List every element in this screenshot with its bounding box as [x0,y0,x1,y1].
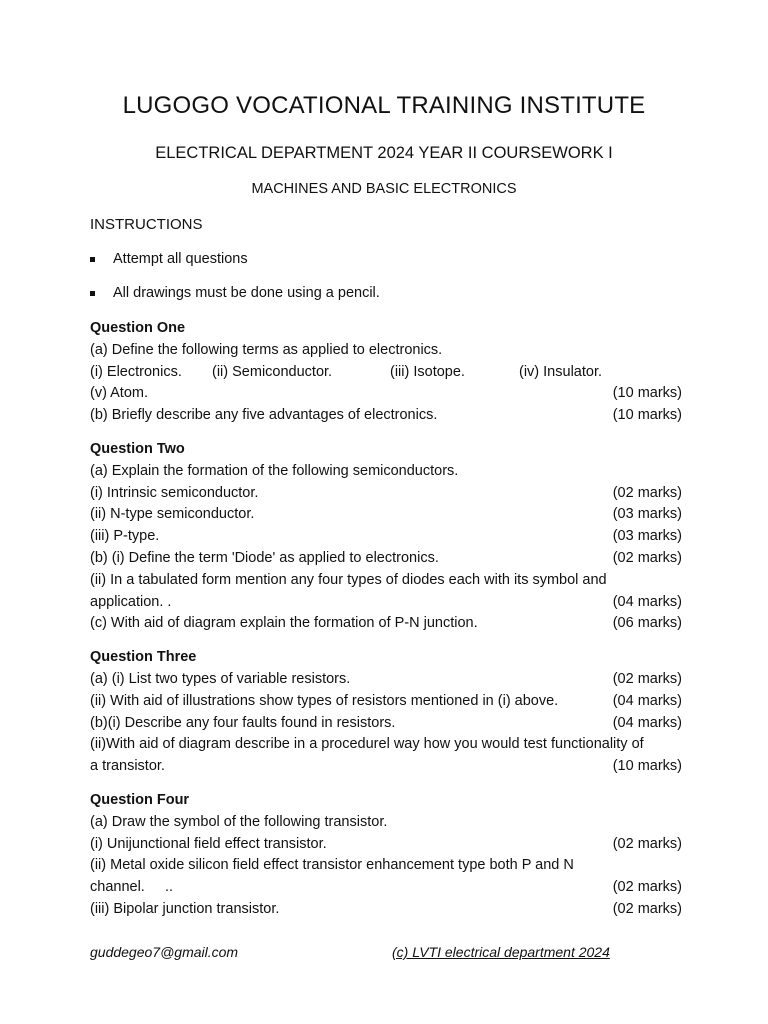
term-item: (ii) Semiconductor. [212,363,333,380]
question-line [90,669,682,691]
term-item: (iv) Insulator. [519,363,602,380]
question-text: (c) With aid of diagram explain the formation of P-N junction. [90,615,478,632]
marks-label: (10 marks) [612,758,682,775]
question-text: (ii) With aid of illustrations show types of resistors mentioned in (i) above. [90,692,559,709]
instruction-text: Attempt all questions [113,251,248,267]
marks-label: (06 marks) [612,615,682,632]
question-three [90,647,682,778]
marks-label: (02 marks) [612,835,682,852]
question-line: (ii)With aid of diagram describe in a procedurel way how you would test functionality of [90,736,644,753]
question-line: (ii) In a tabulated form mention any four types of diodes each with its symbol and [90,571,607,588]
question-text: a transistor. [90,758,165,775]
instruction-item [90,285,380,301]
marks-label: (02 marks) [612,670,682,687]
question-heading: Question Four [90,791,190,808]
terms-row [90,362,682,384]
question-text: (v) Atom. [90,385,149,402]
question-text: (b) (i) Define the term 'Diode' as applied to electronics. [90,549,439,566]
question-heading: Question Two [90,440,185,457]
question-line [90,756,682,778]
marks-label: (10 marks) [612,385,682,402]
question-line [90,899,682,921]
question-line: (a) Define the following terms as applied to electronics. [90,341,443,358]
question-two [90,439,682,635]
question-line: (a) Draw the symbol of the following transistor. [90,813,388,830]
question-text: (i) Intrinsic semiconductor. [90,484,259,501]
term-item: (i) Electronics. [90,363,182,380]
question-line [90,592,682,614]
question-text: (a) (i) List two types of variable resistors. [90,670,351,687]
question-text: (iii) P-type. [90,528,160,545]
marks-label: (04 marks) [612,593,682,610]
subject-heading: MACHINES AND BASIC ELECTRONICS [251,181,517,197]
question-text: channel. .. [90,879,174,896]
marks-label: (02 marks) [612,549,682,566]
question-four [90,790,682,921]
question-one [90,318,682,427]
term-item: (iii) Isotope. [390,363,465,380]
question-text: (b)(i) Describe any four faults found in resistors. [90,714,396,731]
question-text: (i) Unijunctional field effect transistor. [90,835,327,852]
question-line [90,691,682,713]
question-line [90,504,682,526]
question-line [90,405,682,427]
marks-label: (02 marks) [612,484,682,501]
instructions-heading: INSTRUCTIONS [90,216,203,233]
marks-label: (03 marks) [612,528,682,545]
question-line [90,613,682,635]
question-line: (a) Explain the formation of the following semiconductors. [90,462,459,479]
footer-email: guddegeo7@gmail.com [90,944,239,960]
question-text: application. . [90,593,172,610]
marks-label: (03 marks) [612,506,682,523]
bullet-square-icon [90,257,95,262]
footer-copyright: (c) LVTI electrical department 2024 [392,944,610,960]
institute-title: LUGOGO VOCATIONAL TRAINING INSTITUTE [122,92,646,119]
question-line [90,383,682,405]
question-line [90,526,682,548]
bullet-square-icon [90,291,95,296]
marks-label: (04 marks) [612,714,682,731]
question-heading: Question Three [90,649,197,666]
instruction-text: All drawings must be done using a pencil. [113,285,380,301]
question-line [90,834,682,856]
marks-label: (10 marks) [612,407,682,424]
question-line: (ii) Metal oxide silicon field effect transistor enhancement type both P and N [90,857,574,874]
question-line [90,713,682,735]
question-heading: Question One [90,320,186,336]
question-text: (b) Briefly describe any five advantages of electronics. [90,407,438,424]
instruction-item [90,251,248,267]
questions-section [90,318,682,933]
marks-label: (02 marks) [612,879,682,896]
question-line [90,483,682,505]
marks-label: (02 marks) [612,900,682,917]
question-line [90,548,682,570]
question-line [90,877,682,899]
department-subtitle: ELECTRICAL DEPARTMENT 2024 YEAR II COURSEWORK I [155,144,613,162]
marks-label: (04 marks) [612,692,682,709]
question-text: (ii) N-type semiconductor. [90,506,255,523]
question-text: (iii) Bipolar junction transistor. [90,900,280,917]
